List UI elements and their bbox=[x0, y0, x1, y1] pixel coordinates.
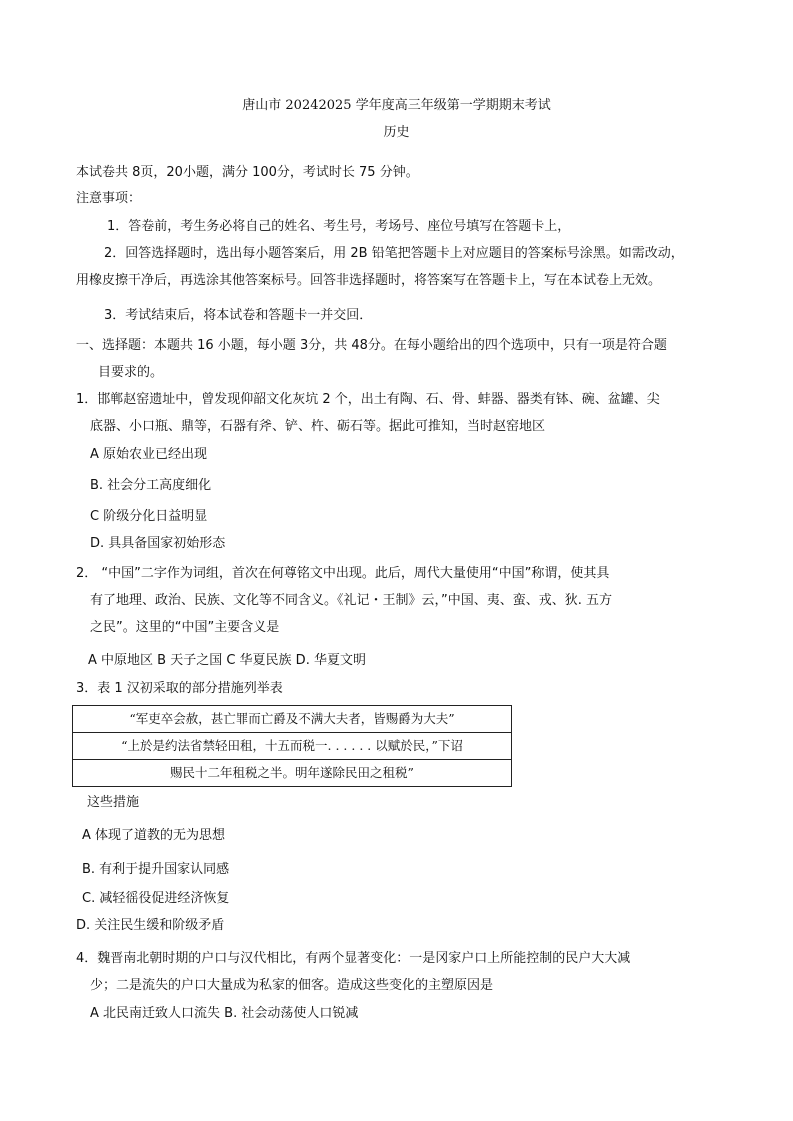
note-3: 3．考试结束后，将本试卷和答题卡一并交回． bbox=[104, 308, 373, 323]
q1-stem-line-1: 1．邯郸赵窑遗址中，曾发现仰韶文化灰坑 2 个，出土有陶、石、骨、蚌器、器类有钵、碗、盆罐、尖 bbox=[76, 392, 660, 407]
q4-stem-line-2: 少；二是流失的户口大量成为私家的佃客。造成这些变化的主塑原因是 bbox=[90, 978, 494, 993]
q1-option-a: A 原始农业已经出现 bbox=[90, 447, 208, 462]
table-cell: 赐民十二年租税之半。明年遂除民田之租税” bbox=[73, 760, 512, 787]
q2-stem-line-3: 之民”。这里的“中国”主要含义是 bbox=[90, 620, 280, 635]
q3-option-d: D. 关注民生缓和阶级矛盾 bbox=[76, 918, 225, 933]
q3-option-b: B. 有利于提升国家认同感 bbox=[82, 862, 230, 877]
q4-options-line-1: A 北民南迁致人口流失 B. 社会动荡使人口锐减 bbox=[90, 1006, 359, 1021]
q2-stem-line-1: 2． “中国”二字作为词组，首次在何尊铭文中出现。此后，周代大量使用“中国”称谓，使其具 bbox=[76, 566, 610, 581]
q4-stem-line-1: 4．魏晋南北朝时期的户口与汉代相比，有两个显著变化：一是冈家户口上所能控制的民户大大减 bbox=[76, 951, 631, 966]
q2-stem-line-2: 有了地理、政治、民族、文化等不同含义。《礼记・王制》云，”中国、夷、蛮、戎、狄. 五方 bbox=[90, 593, 613, 608]
q1-option-b: B. 社会分工高度细化 bbox=[90, 478, 212, 493]
q2-options: A 中原地区 B 天子之国 C 华夏民族 D. 华夏文明 bbox=[88, 653, 366, 668]
subject-title: 历史 bbox=[383, 125, 410, 140]
table-cell: “军吏卒会赦，甚亡罪而亡爵及不满大夫者，皆赐爵为大夫” bbox=[73, 706, 512, 733]
measures-table bbox=[72, 705, 512, 787]
table-row bbox=[73, 706, 512, 733]
q1-option-d: D. 具具备国家初始形态 bbox=[90, 536, 226, 551]
q3-option-c: C. 减轻徭役促进经济恢复 bbox=[82, 891, 230, 906]
section-heading-line-2: 目要求的。 bbox=[98, 365, 164, 380]
note-2-line-2: 用橡皮擦干净后，再选涂其他答案标号。回答非选择题时，将答案写在答题卡上，写在本试卷上无效。 bbox=[76, 273, 662, 288]
section-heading-line-1: 一、选择题：本题共 16 小题，每小题 3分，共 48分。在每小题给出的四个选项中，只有一项是符合题 bbox=[76, 338, 667, 353]
table-row bbox=[73, 733, 512, 760]
notes-heading: 注意事项： bbox=[76, 191, 142, 206]
q1-stem-line-2: 底器、小口瓶、鼎等，石器有斧、铲、杵、砺石等。据此可推知，当时赵窑地区 bbox=[90, 419, 546, 434]
q3-option-a: A 体现了道教的无为思想 bbox=[82, 828, 226, 843]
table-row bbox=[73, 760, 512, 787]
q3-prompt: 这些措施 bbox=[87, 795, 140, 810]
q1-option-c: C 阶级分化日益明显 bbox=[90, 509, 208, 524]
exam-info: 本试卷共 8页，20小题，满分 100分，考试时长 75 分钟。 bbox=[76, 165, 419, 180]
table-cell: “上於是约法省禁轻田租，十五而税一. . . . . . 以赋於民，”下诏 bbox=[73, 733, 512, 760]
note-2-line-1: 2．回答选择题时，选出每小题答案后，用 2B 铅笔把答题卡上对应题目的答案标号涂黑。如需改动， bbox=[104, 246, 684, 261]
q3-stem: 3．表 1 汉初采取的部分措施列举表 bbox=[76, 681, 283, 696]
note-1: 1．答卷前，考生务必将自己的姓名、考生号，考场号、座位号填写在答题卡上， bbox=[107, 219, 571, 234]
exam-title: 唐山市 20242025 学年度高三年级第一学期期末考试 bbox=[242, 98, 551, 113]
